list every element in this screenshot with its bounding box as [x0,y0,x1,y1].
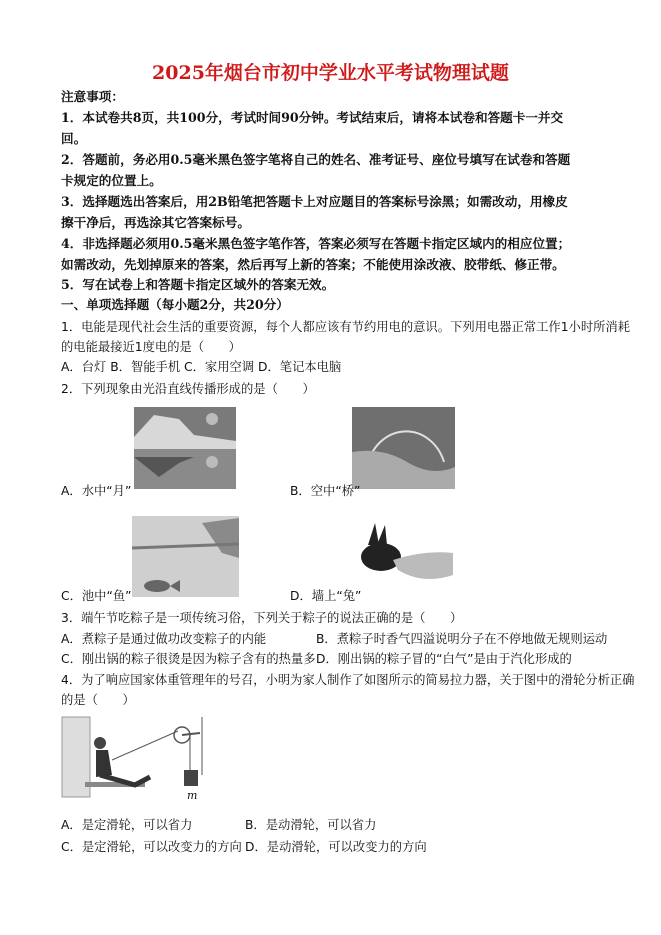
rainbow-image [352,407,455,489]
fish-in-pond-image [132,508,239,597]
q1-stem: 的电能最接近1度电的是（ ） [61,340,241,354]
q3-option-c: C．刚出锅的粽子很烫是因为粽子含有的热量多 [61,652,316,666]
q3-stem: 3．端午节吃粽子是一项传统习俗，下列关于粽子的说法正确的是（ ） [61,611,463,625]
notice-line: 4．非选择题必须用0.5毫米黑色签字笔作答，答案必须写在答题卡指定区域内的相应位置； [61,236,571,251]
pulley-exerciser-figure [60,715,218,803]
notice-heading: 注意事项： [61,89,124,104]
q4-stem: 4．为了响应国家体重管理年的号召，小明为家人制作了如图所示的简易拉力器，关于图中的滑轮分析正确 [61,673,635,687]
q1-options: A．台灯 B．智能手机 C．家用空调 D．笔记本电脑 [61,360,342,374]
notice-line: 1．本试卷共8页，共100分，考试时间90分钟。考试结束后，请将本试卷和答题卡一并交 [61,110,564,125]
notice-line: 回。 [61,131,87,146]
q4-stem: 的是（ ） [61,693,135,707]
q2-option-c: C．池中“鱼” [61,589,132,603]
notice-line: 3．选择题选出答案后，用2B铅笔把答题卡上对应题目的答案标号涂黑；如需改动，用橡皮 [61,194,568,209]
notice-line: 5．写在试卷上和答题卡指定区域外的答案无效。 [61,277,335,292]
page-title: 2025年烟台市初中学业水平考试物理试题 [152,62,509,84]
q4-option-d: D．是动滑轮，可以改变力的方向 [245,840,427,854]
shadow-rabbit-image [353,515,455,597]
q3-option-b: B．煮粽子时香气四溢说明分子在不停地做无规则运动 [316,632,608,646]
q3-option-d: D．刚出锅的粽子冒的“白气”是由于汽化形成的 [316,652,572,666]
section-heading: 一、单项选择题（每小题2分，共20分） [61,297,289,312]
q1-stem: 1．电能是现代社会生活的重要资源，每个人都应该有节约用电的意识。下列用电器正常工作1小时所消耗 [61,320,631,334]
q2-option-d: D．墙上“兔” [290,589,362,603]
q2-stem: 2．下列现象由光沿直线传播形成的是（ ） [61,382,315,396]
q4-option-a: A．是定滑轮，可以省力 [61,818,193,832]
notice-line: 卡规定的位置上。 [61,173,162,188]
q4-option-b: B．是动滑轮，可以省力 [245,818,377,832]
q2-option-a: A．水中“月” [61,484,132,498]
q4-option-c: C．是定滑轮，可以改变力的方向 [61,840,242,854]
notice-line: 2．答题前，务必用0.5毫米黑色签字笔将自己的姓名、准考证号、座位号填写在试卷和答题 [61,152,571,167]
q2-option-b: B．空中“桥” [290,484,361,498]
notice-line: 如需改动，先划掉原来的答案，然后再写上新的答案；不能使用涂改液、胶带纸、修正带。 [61,257,565,272]
moon-reflection-image [134,407,236,489]
q3-option-a: A．煮粽子是通过做功改变粽子的内能 [61,632,267,646]
mass-label: m [187,789,198,802]
notice-line: 擦干净后，再选涂其它答案标号。 [61,215,250,230]
